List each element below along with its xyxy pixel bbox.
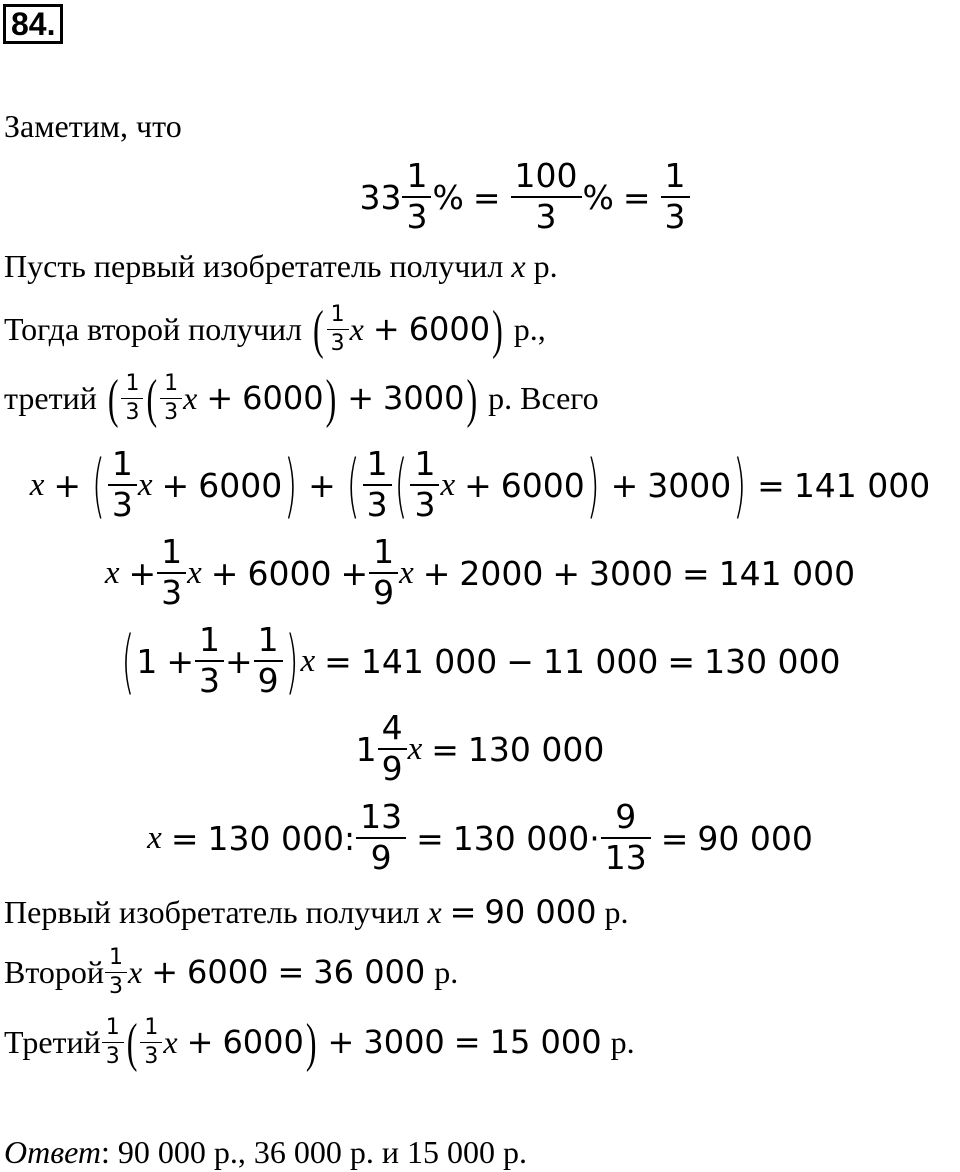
equals-sign: = [449, 893, 477, 931]
equals-sign: = [757, 465, 785, 505]
plus-sign: + [206, 379, 234, 417]
paren: ( [313, 298, 324, 360]
equals-sign: = [472, 177, 501, 217]
variable-x: x [29, 466, 45, 503]
text: р. Всего [488, 380, 599, 416]
paren: ( [126, 1011, 138, 1073]
fraction: $\frac{1}{3}$ [107, 946, 125, 997]
number: 6000 [222, 1023, 304, 1061]
third-result [4, 1011, 635, 1073]
variable-x: x [187, 554, 202, 591]
paren: ) [733, 444, 747, 526]
fraction: $\frac{1}{3}$ [329, 303, 347, 354]
number: 2000 [459, 553, 544, 593]
intro-text: Заметим, что [4, 108, 182, 144]
plus-sign: + [308, 465, 336, 505]
multiply-sign: · [589, 818, 600, 858]
number: 6000 [408, 310, 491, 348]
third-statement [4, 367, 599, 429]
paren: ( [107, 367, 119, 429]
number: 1 [136, 641, 158, 681]
fraction: $\frac{1}{3}$ [110, 447, 135, 522]
plus-sign: + [422, 553, 451, 593]
paren: ( [394, 444, 408, 526]
plus-sign: + [151, 953, 179, 991]
unit-rub: р. [604, 894, 629, 930]
text: Третий [4, 1024, 101, 1060]
number: 90 000 [484, 893, 597, 931]
equals-sign: = [682, 553, 710, 593]
variable-x: x [440, 466, 456, 503]
plus-sign: + [224, 641, 253, 681]
number: 6000 [242, 379, 324, 417]
paren: ) [325, 367, 337, 429]
paren: ) [285, 620, 299, 702]
paren: ( [92, 444, 105, 526]
number: 130 000 [704, 641, 841, 681]
unit-rub: р. [434, 954, 459, 990]
fraction: $\frac{1}{3}$ [404, 159, 429, 234]
variable-x: x [427, 894, 442, 930]
number: 11 000 [542, 641, 659, 681]
percent-sign: % [432, 177, 464, 217]
paren: ) [284, 444, 298, 526]
number: 6000 [500, 465, 585, 505]
plus-sign: + [128, 553, 157, 593]
equals-sign: = [324, 641, 352, 681]
equals-sign: = [416, 818, 444, 858]
fraction: $\frac{1}{3}$ [412, 447, 437, 522]
text: Тогда второй получил [4, 311, 303, 347]
unit-rub: р. [610, 1024, 635, 1060]
equation-grouped [0, 618, 960, 704]
equals-sign: = [622, 177, 651, 217]
plus-sign: + [464, 465, 492, 505]
paren: ) [586, 444, 600, 526]
answer-line [4, 1132, 527, 1172]
number: 3000 [589, 553, 674, 593]
problem-number: 84. [3, 4, 63, 44]
fraction: $\frac{1}{9}$ [371, 535, 396, 610]
paren: ) [305, 1011, 317, 1073]
fraction: $\frac{1}{3}$ [663, 159, 688, 234]
plus-sign: + [53, 465, 82, 505]
equals-sign: = [431, 729, 459, 769]
paren: ( [121, 620, 135, 702]
variable-x: x [163, 1024, 178, 1060]
percent-sign: % [582, 177, 614, 217]
number: 130 000: [207, 818, 356, 858]
number: 1 [355, 729, 377, 769]
number: 6000 [187, 953, 269, 991]
variable-x: x [300, 642, 316, 679]
equals-sign: = [667, 641, 696, 681]
fraction: $\frac{1}{3}$ [159, 535, 184, 610]
number: 3000 [363, 1023, 445, 1061]
equation-expanded [0, 530, 960, 616]
variable-x: x [183, 380, 198, 416]
variable-x: x [511, 248, 526, 284]
fraction: $\frac{1}{3}$ [365, 447, 390, 522]
number: 36 000 [313, 953, 426, 991]
unit-rub: р. [533, 248, 558, 284]
eq-term: 33 [359, 177, 402, 217]
equals-sign: = [170, 818, 199, 858]
number: 15 000 [489, 1023, 602, 1061]
answer-label: Ответ [4, 1134, 101, 1170]
number: 130 000 [467, 729, 605, 769]
number: 141 000 [360, 641, 498, 681]
fraction: $\frac{1}{3}$ [142, 1016, 160, 1067]
text: третий [4, 380, 97, 416]
plus-sign: + [340, 553, 369, 593]
paren: ( [346, 444, 360, 526]
number: 130 000 [452, 818, 590, 858]
let-statement [4, 246, 558, 286]
fraction: $\frac{100}{3}$ [513, 159, 580, 234]
number: 90 000 [697, 818, 813, 858]
plus-sign: + [210, 553, 239, 593]
variable-x: x [349, 311, 364, 347]
plus-sign: + [161, 465, 190, 505]
plus-sign: + [610, 465, 639, 505]
text: Первый изобретатель получил [4, 894, 420, 930]
fraction: $\frac{1}{3}$ [162, 372, 180, 423]
fraction: $\frac{13}{9}$ [358, 800, 404, 875]
answer-text: : 90 000 р., 36 000 р. и 15 000 р. [101, 1134, 528, 1170]
variable-x: x [407, 730, 423, 767]
equals-sign: = [453, 1023, 481, 1061]
fraction: $\frac{1}{3}$ [104, 1016, 122, 1067]
paren: ) [466, 367, 478, 429]
variable-x: x [128, 954, 143, 990]
equals-sign: = [660, 818, 689, 858]
number: 6000 [198, 465, 283, 505]
text: Пусть первый изобретатель получил [4, 248, 504, 284]
plus-sign: + [347, 379, 375, 417]
equation-percent [0, 152, 960, 242]
text: р., [513, 311, 546, 347]
number: 3000 [647, 465, 732, 505]
fraction: $\frac{1}{3}$ [197, 623, 222, 698]
number: 141 000 [718, 553, 856, 593]
second-statement [4, 298, 546, 360]
number: 141 000 [793, 465, 931, 505]
plus-sign: + [372, 310, 400, 348]
variable-x: x [104, 554, 120, 591]
plus-sign: + [327, 1023, 355, 1061]
fraction: $\frac{1}{9}$ [256, 623, 281, 698]
equation-mixed [0, 706, 960, 792]
equation-total [0, 440, 960, 530]
paren: ( [146, 367, 158, 429]
plus-sign: + [166, 641, 194, 681]
number: 6000 [247, 553, 332, 593]
equation-solve [0, 794, 960, 882]
fraction: $\frac{9}{13}$ [603, 800, 649, 875]
text: Второй [4, 954, 105, 990]
variable-x: x [399, 554, 414, 591]
minus-sign: − [506, 641, 534, 681]
number: 3000 [383, 379, 465, 417]
first-result [4, 892, 628, 932]
paren: ) [492, 298, 503, 360]
variable-x: x [147, 819, 162, 856]
plus-sign: + [186, 1023, 214, 1061]
fraction: $\frac{1}{3}$ [123, 372, 141, 423]
second-result [4, 946, 458, 998]
variable-x: x [137, 466, 153, 503]
fraction: $\frac{4}{9}$ [380, 711, 405, 786]
plus-sign: + [552, 553, 581, 593]
equals-sign: = [277, 953, 305, 991]
